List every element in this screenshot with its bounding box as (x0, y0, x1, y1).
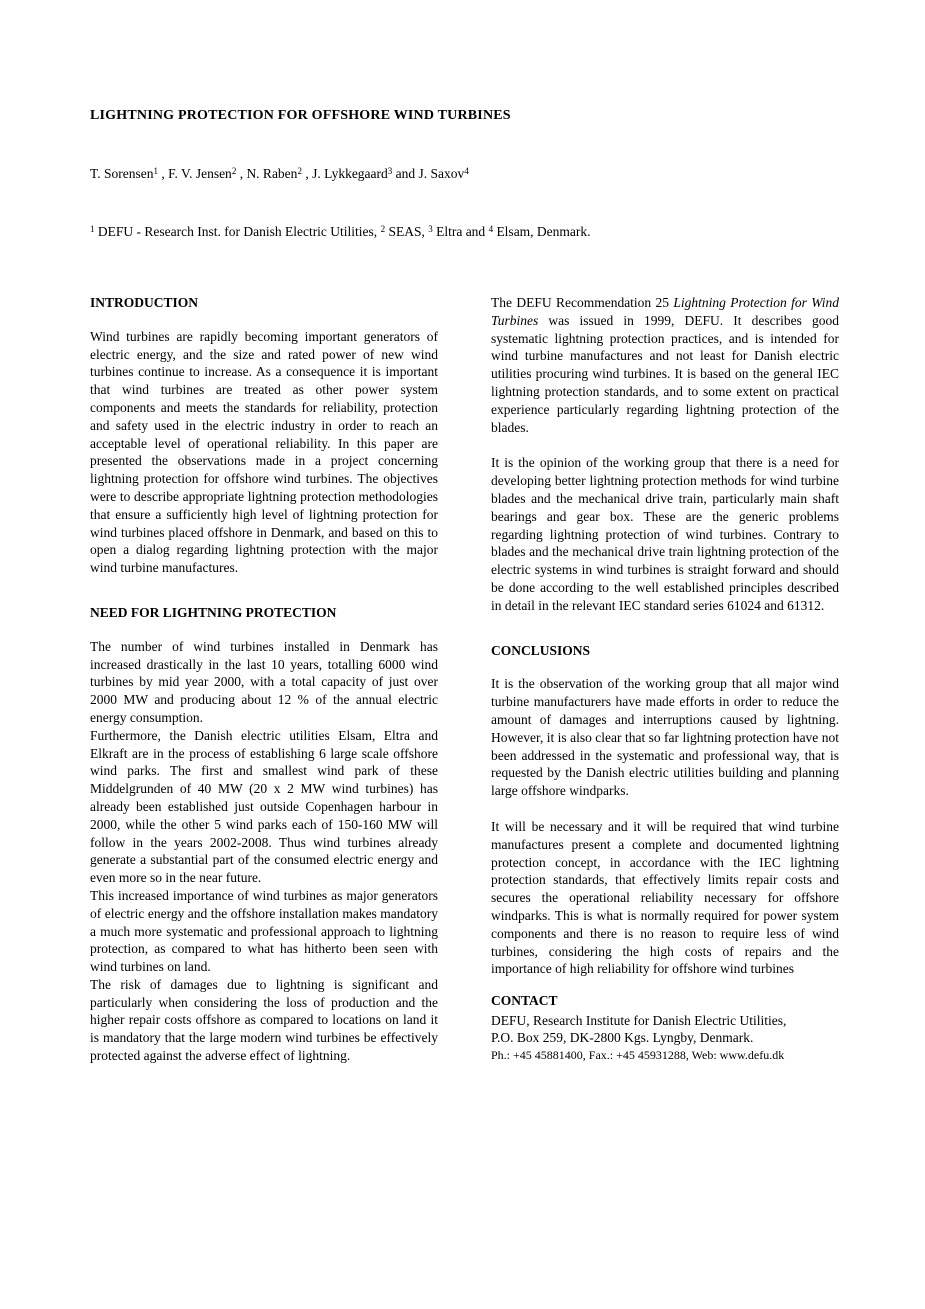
author-affiliation-marker: 1 (153, 166, 158, 176)
need-paragraph: The risk of damages due to lightning is significant and particularly when considering the loss of production and the higher repair costs offshore as compared to locations on land it is mandatory that the large modern wind turbines be effectively protected against the adverse effect of lightning. (90, 976, 438, 1064)
author: J. Saxov$^4$ (418, 166, 469, 181)
author-affiliation-marker: 4 (464, 166, 469, 176)
author-affiliation-marker: 2 (231, 166, 237, 176)
contact-address-line: P.O. Box 259, DK-2800 Kgs. Lyngby, Denmark. (491, 1030, 754, 1046)
affiliation-marker: 1 (90, 224, 95, 234)
author: N. Raben$^2$ , (246, 166, 313, 181)
section-heading-need-for-lightning-protection: NEED FOR LIGHTNING PROTECTION (90, 604, 337, 620)
right-column (491, 294, 839, 1065)
affiliation-marker: 3 (428, 224, 433, 234)
introduction-paragraph: Wind turbines are rapidly becoming important generators of electric energy, and the size and rated power of new wind turbines continue to increase. As a consequence it is important that wind turbines are treated as other power system components and meets the standards for reliability, protection and safety used in the electric industry in order to reach an acceptable level of operational reliability. In this paper are presented the observations made in a project concerning lightning protection for offshore wind turbines. The objectives were to describe appropriate lightning protection methodologies that ensure a sufficiently high level of lightning protection for wind turbines placed offshore in Denmark, and based on this to open a dialog regarding lightning protection with the major wind turbine manufactures. (90, 328, 438, 576)
contact-phone-fax-web-line: Ph.: +45 45881400, Fax.: +45 45931288, Web: www.defu.dk (491, 1047, 785, 1062)
section-heading-contact: CONTACT (491, 993, 558, 1009)
conclusions-paragraph: It is the observation of the working group that all major wind turbine manufacturers have made efforts in order to reduce the amount of damages and interruptions caused by lightning. However, it is also clear that so far lightning protection have not been addressed in the systematic and professional way, that is requested by the Danish electric utilities building and planning large offshore windparks. (491, 676, 839, 799)
author: F. V. Jensen$^2$ , (168, 166, 247, 181)
affiliation-line (90, 224, 839, 240)
affiliation: $^2$ SEAS, (380, 224, 429, 239)
working-group-paragraph: It is the opinion of the working group that there is a need for developing better lightning protection methods for wind turbine blades and the mechanical drive train, particularly main shaft bearings and gear box. These are the generic problems regarding lightning protection of wind turbines. Contrary to blades and the mechanical drive train lightning protection of the electric systems in wind turbines is straight forward and should be done according to the well established principles described in detail in the relevant IEC standard series 61024 and 61312. (491, 455, 839, 613)
affiliation: $^1$ DEFU - Research Inst. for Danish Electric Utilities, (90, 224, 381, 239)
need-paragraph: This increased importance of wind turbines as major generators of electric energy and the offshore installation makes mandatory a much more systematic and professional approach to lightning protection, as compared to what has hitherto been seen with wind turbines on land. (90, 887, 438, 975)
affiliation: $^3$ Eltra and (428, 224, 489, 239)
recommendation-paragraph: The DEFU Recommendation 25 Lightning Protection for Wind Turbines was issued in 1999, DEFU. It describes good systematic lightning protection practices, and is intended for wind turbine manufactures and not least for Danish electric utilities procuring wind turbines. It is based on the general IEC lightning protection standards, and to some extent on practical experience particularly regarding lightning protection of the blades. (491, 295, 839, 435)
conclusions-paragraph: It will be necessary and it will be required that wind turbine manufactures present a complete and documented lightning protection concept, in accordance with the IEC lightning protection standards, that effectively limits repair costs and secures the operational reliability necessary for offshore windparks. This is what is normally required for power system components and there is no reason to require less of wind turbines, considering the high costs of repairs and the importance of high reliability for offshore wind turbines (491, 818, 839, 977)
recommendation-title-italic: Lightning Protection for Wind Turbines (491, 295, 839, 328)
author-line (90, 166, 839, 182)
author-affiliation-marker: 2 (297, 166, 302, 176)
section-heading-introduction: INTRODUCTION (90, 295, 199, 310)
paper-title: LIGHTNING PROTECTION FOR OFFSHORE WIND TURBINES (90, 108, 511, 123)
left-column (90, 294, 438, 1065)
two-column-body (90, 294, 839, 1065)
affiliation-marker: 4 (488, 224, 494, 234)
contact-address-line: DEFU, Research Institute for Danish Electric Utilities, (491, 1012, 787, 1028)
author: T. Sorensen$^1$ , (90, 166, 169, 181)
author-affiliation-marker: 3 (387, 166, 393, 176)
need-paragraph: Furthermore, the Danish electric utilities Elsam, Eltra and Elkraft are in the process of establishing 6 large scale offshore wind parks. The first and smallest wind park of these Middelgrunden of 40 MW (20 x 2 MW wind turbines) has already been established just outside Copenhagen harbour in 2000, while the other 5 wind parks each of 150-160 MW will follow in the years 2002-2008. Thus wind turbines already generate a substantial part of the consumed electric energy and even more so in the near future. (90, 727, 438, 886)
need-paragraph: The number of wind turbines installed in Denmark has increased drastically in the last 10 years, totalling 6000 wind turbines by mid year 2000, with a total capacity of just over 2000 MW and producing about 12 % of the annual electric energy consumption. (90, 638, 438, 725)
author: J. Lykkegaard$^3$ and (312, 166, 419, 181)
paper-content (90, 108, 839, 1065)
affiliation-marker: 2 (380, 224, 386, 234)
section-heading-conclusions: CONCLUSIONS (491, 642, 591, 658)
affiliation: $^4$ Elsam, Denmark. (488, 224, 591, 239)
